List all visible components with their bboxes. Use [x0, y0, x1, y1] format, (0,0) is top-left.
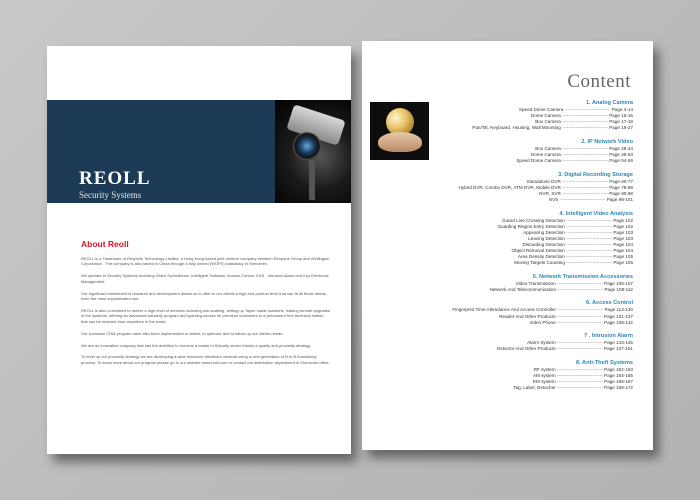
entry-name: Detector And Other Products [496, 346, 556, 352]
entry-name: Area Density Detection [517, 254, 565, 260]
about-paragraph: We operate in Security Systems including Video Surveillance, Intelligent Software, Access Control, EAS , Intrusion Alarm and Key Electronic Management. [81, 273, 329, 284]
entry-name: Reader And Other Products [499, 313, 556, 319]
entry-page: Page 60-77 [609, 178, 633, 184]
leader-dots: ------------------------------ [560, 145, 610, 151]
entry-page: Page 166-167 [604, 379, 633, 385]
entry-page: Page 15-16 [609, 113, 633, 119]
section-title: 4. Intelligent Video Analysis [559, 210, 633, 217]
entry-page: Page 164-165 [604, 373, 633, 379]
entry-name: Leaving Detection [528, 235, 565, 241]
about-body [81, 256, 331, 372]
entry-name: Fingerprint Time Attendance And Access Controller [452, 307, 557, 313]
about-paragraph: REOLL is also committed to deliver a high level of services including risk auditing, setting up Taylor made solutions, making remote upgrades of the systems, offering an advanced warranty program and granting access for premium customers to a permanent free technical hotline that can be reached from anywhere in the world. [81, 307, 331, 324]
entry-name: Guard Line Crossing Detection [502, 217, 565, 223]
leader-dots: ------------------------------ [555, 313, 605, 319]
toc-section [423, 359, 633, 391]
entry-page: Page 106-107 [604, 280, 633, 286]
entry-page: Page 45-53 [609, 151, 633, 157]
toc-entry [423, 158, 633, 164]
entry-page: Page 28-44 [609, 145, 633, 151]
leader-dots: ------------------------------ [564, 229, 614, 235]
entry-page: Page 108-112 [604, 286, 633, 292]
leader-dots: ------------------------------ [555, 385, 605, 391]
about-paragraph: To level up our proximity strategy we are developing a wide exclusive distributor network using a new generation of B to B franchising process. To know more about our program please go to our website www.reoll.com or contact our distribution department in Shenzhen office. [81, 354, 330, 365]
entry-name: Standalone DVR [526, 178, 561, 184]
toc-entry [423, 385, 633, 391]
entry-page: Page 78-89 [609, 184, 633, 190]
hands-shape [378, 132, 422, 152]
about-title: About Reoll [81, 239, 129, 249]
entry-page: Page 147-151 [604, 346, 633, 352]
entry-page: Page 19-27 [609, 125, 633, 131]
entry-name: Hybrid DVR, Combo DVR, ATM DVR, Mobile DVR [458, 184, 561, 190]
entry-page: Page 54-59 [609, 158, 633, 164]
right-page [362, 41, 653, 450]
entry-name: Object Removal Detection [511, 248, 565, 253]
toc-section [423, 99, 633, 131]
toc-section [423, 332, 633, 352]
entry-page: Page 138-142 [604, 319, 633, 325]
entry-page: Page 143-145 [604, 340, 633, 346]
entry-page: Page 4-14 [611, 107, 633, 112]
toc-section [423, 138, 633, 164]
entry-page: Page 17-18 [609, 119, 633, 125]
entry-name: Box Camera [535, 145, 561, 151]
entry-name: EM system [532, 379, 556, 385]
entry-name: RF system [533, 366, 556, 372]
entry-name: Moving Targets Counting [514, 260, 565, 266]
entry-page: Page 168-172 [604, 385, 633, 391]
leader-dots: ------------------------------ [560, 113, 610, 119]
about-paragraph: REOLL is a Trademark of Reopshe Technology Limited, a Hong Kong based joint-venture company between Reopshe Group and Wellington Corporation . The company is also based in China through a fully owned (WOFE) subsidiary in Shenzhen. [81, 256, 330, 267]
content-title: Content [567, 71, 631, 92]
leader-dots: ------------------------------ [564, 260, 614, 266]
entry-name: Box Camera [535, 119, 561, 125]
entry-page: Page 102 [613, 223, 633, 229]
camera-lens-shape [293, 132, 321, 160]
leader-dots: ------------------------------ [560, 190, 610, 196]
entry-page: Page 90-98 [609, 190, 633, 196]
about-paragraph: We are an innovative company that has the ambition to become a leader in Security sector thanks a quality and proximity strategy. [81, 342, 312, 348]
leader-dots: ------------------------------ [555, 346, 605, 352]
entry-name: Discarding Detection [522, 241, 565, 247]
section-title: 8. Anti-Theft Systems [576, 359, 633, 366]
entry-name: NVR, SVR [539, 190, 561, 196]
leader-dots: ------------------------------ [555, 366, 605, 372]
entry-name: NVS [548, 196, 559, 202]
toc-section [423, 210, 633, 267]
section-title: 1. Analog Camera [585, 100, 633, 106]
section-title: 7 . Intrusion Alarm [584, 333, 633, 340]
leader-dots: ------------------------------ [564, 254, 614, 260]
toc-section [423, 273, 633, 293]
leader-dots: ------------------------------ [564, 217, 614, 223]
toc-entry [423, 287, 633, 293]
leader-dots: ------------------------------ [555, 373, 605, 379]
entry-name: Video Transmission [515, 280, 556, 286]
leader-dots: ------------------------------ [555, 340, 605, 346]
entry-name: Network And Telecommunication [489, 286, 557, 292]
entry-page: Page 102 [613, 217, 633, 223]
entry-name: Video Phone [529, 319, 556, 325]
reoll-logo: REOLL [79, 168, 151, 189]
leader-dots: ------------------------------ [564, 248, 614, 253]
entry-name: Speed Dome Camera [518, 107, 564, 112]
toc-entry [423, 197, 633, 203]
camera-photo [275, 100, 351, 203]
table-of-contents [423, 99, 633, 398]
entry-name: Pan/Tilt, Keyboard, Housing, Wall Mounting [472, 125, 561, 131]
entry-name: Guarding Region Entry Detection [497, 223, 565, 229]
entry-page: Page 113-130 [604, 307, 633, 313]
leader-dots: ------------------------------ [560, 125, 610, 131]
entry-page: Page 131-137 [604, 313, 633, 319]
logo-subtitle: Security Systems [79, 190, 142, 200]
entry-page: Page 104 [613, 248, 633, 253]
leader-dots: ------------------------------ [564, 235, 614, 241]
section-title: 3. Digital Recording Storage [558, 171, 633, 178]
section-title: 2. IP Network Video [581, 138, 633, 145]
entry-page: Page 103 [613, 235, 633, 241]
entry-name: Tag, Label, Detacher [513, 385, 556, 391]
leader-dots: ------------------------------ [560, 158, 610, 164]
globe-in-hands-photo [370, 102, 429, 160]
about-paragraph: Our significant investment in research and development allows us to offer to our clients a high end product level that can fit all those needs, even the most sophisticated one. [81, 290, 327, 302]
leader-dots: ------------------------------ [555, 319, 605, 325]
header-banner [47, 100, 351, 203]
leader-dots: ------------------------------ [556, 286, 605, 292]
entry-page: Page 105 [613, 260, 633, 266]
about-paragraph: Our exclusive CRM program have also been implemented to detect, to optimize and to follow up our clients needs. [81, 330, 284, 336]
leader-dots: ------------------------------ [560, 151, 610, 157]
toc-section [423, 299, 633, 325]
camera-stand-shape [309, 160, 315, 200]
entry-page: Page 152-163 [604, 366, 633, 372]
leader-dots: ------------------------------ [558, 196, 607, 202]
left-page [47, 46, 351, 454]
entry-page: Page 103 [613, 229, 633, 235]
toc-entry [423, 260, 633, 266]
leader-dots: ------------------------------ [564, 241, 614, 247]
leader-dots: ------------------------------ [560, 178, 610, 184]
entry-page: Page 105 [613, 254, 633, 260]
leader-dots: ------------------------------ [556, 307, 605, 313]
toc-entry [423, 125, 633, 131]
toc-entry [423, 346, 633, 352]
entry-name: Appearing Detection [523, 229, 565, 235]
leader-dots: ------------------------------ [563, 107, 612, 112]
leader-dots: ------------------------------ [564, 223, 614, 229]
leader-dots: ------------------------------ [560, 119, 610, 125]
toc-entry [423, 320, 633, 326]
section-title: 6. Access Control [585, 300, 633, 307]
section-title: 5. Network Transmission Accessories [532, 273, 633, 280]
entry-name: Dome Camera [530, 113, 561, 119]
leader-dots: ------------------------------ [555, 379, 605, 385]
leader-dots: ------------------------------ [555, 280, 605, 286]
entry-name: AM system [532, 373, 556, 379]
entry-name: Speed Dome Camera [516, 158, 561, 164]
entry-page: Page 104 [613, 241, 633, 247]
entry-page: Page 99-101 [606, 196, 633, 202]
toc-section [423, 171, 633, 203]
entry-name: Alarm System [527, 340, 556, 346]
leader-dots: ------------------------------ [560, 184, 610, 190]
entry-name: Dome Camera [530, 151, 561, 157]
